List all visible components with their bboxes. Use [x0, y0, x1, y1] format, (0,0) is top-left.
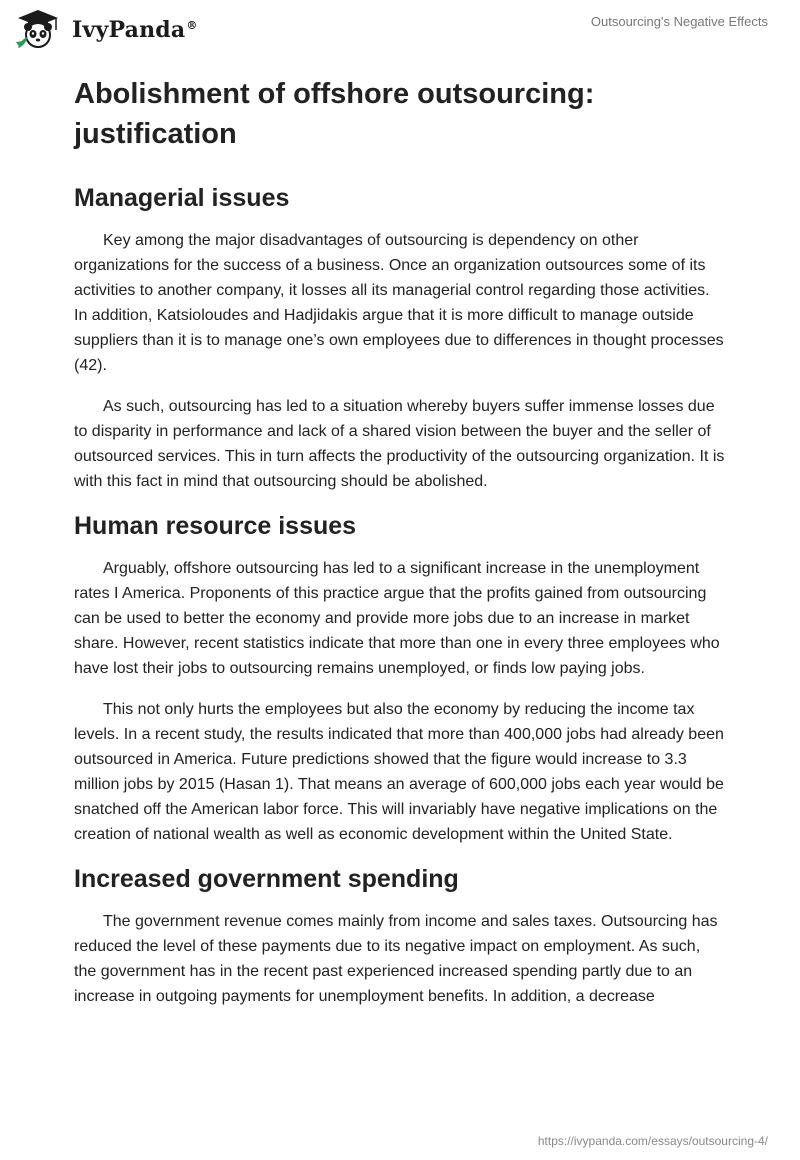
- paragraph: As such, outsourcing has led to a situation whereby buyers suffer immense losses due to disparity in performance and lack of a shared vision between the buyer and the seller of outsourced services. This in turn affects the productivity of the outsourcing organization. It is with this fact in mind that outsourcing should be abolished.: [74, 398, 725, 490]
- paragraph: Key among the major disadvantages of outsourcing is dependency on other organizations for the success of a business. Once an organization outsources some of its activities to another company, it losses all its managerial control regarding those activities. In addition, Katsioloudes and Hadjidakis argue that it is more difficult to manage outside suppliers than it is to manage one’s own employees due to differences in thought processes (42).: [74, 232, 724, 374]
- section-human-resource-issues: [74, 510, 726, 847]
- panda-graduate-icon: [14, 8, 62, 52]
- ivypanda-logo[interactable]: [14, 8, 198, 52]
- section-heading: Managerial issues: [74, 184, 290, 212]
- paragraph: This not only hurts the employees but also the economy by reducing the income tax levels. In a recent study, the results indicated that more than 400,000 jobs had already been outsourced in America. Future predictions showed that the figure would increase to 3.3 million jobs by 2015 (Hasan 1). That means an average of 600,000 jobs each year would be snatched off the American labor force. This will invariably have negative implications on the creation of national wealth as well as economic development within the United State.: [74, 701, 724, 843]
- section-increased-government-spending: [74, 863, 726, 1009]
- section-heading: Increased government spending: [74, 865, 459, 893]
- paragraph: Arguably, offshore outsourcing has led to a significant increase in the unemployment rates I America. Proponents of this practice argue that the profits gained from outsourcing can be used to better the economy and provide more jobs due to an increase in market share. However, recent statistics indicate that more than one in every three employees who have lost their jobs to outsourcing remains unemployed, or finds low paying jobs.: [74, 560, 720, 677]
- page-header: [0, 0, 800, 60]
- article-body: [74, 70, 726, 1025]
- registered-mark: ®: [186, 18, 198, 32]
- section-managerial-issues: [74, 182, 726, 494]
- source-url[interactable]: https://ivypanda.com/essays/outsourcing-4/: [537, 1134, 768, 1148]
- section-heading: Human resource issues: [74, 512, 357, 540]
- page-title: Abolishment of offshore outsourcing: justification: [74, 78, 595, 150]
- paragraph: The government revenue comes mainly from income and sales taxes. Outsourcing has reduced the level of these payments due to its negative impact on employment. As such, the government has in the recent past experienced increased spending partly due to an increase in outgoing payments for unemployment benefits. In addition, a decrease: [74, 913, 718, 1005]
- brand-name: IvyPanda®: [72, 17, 198, 43]
- running-title: Outsourcing's Negative Effects: [590, 14, 768, 29]
